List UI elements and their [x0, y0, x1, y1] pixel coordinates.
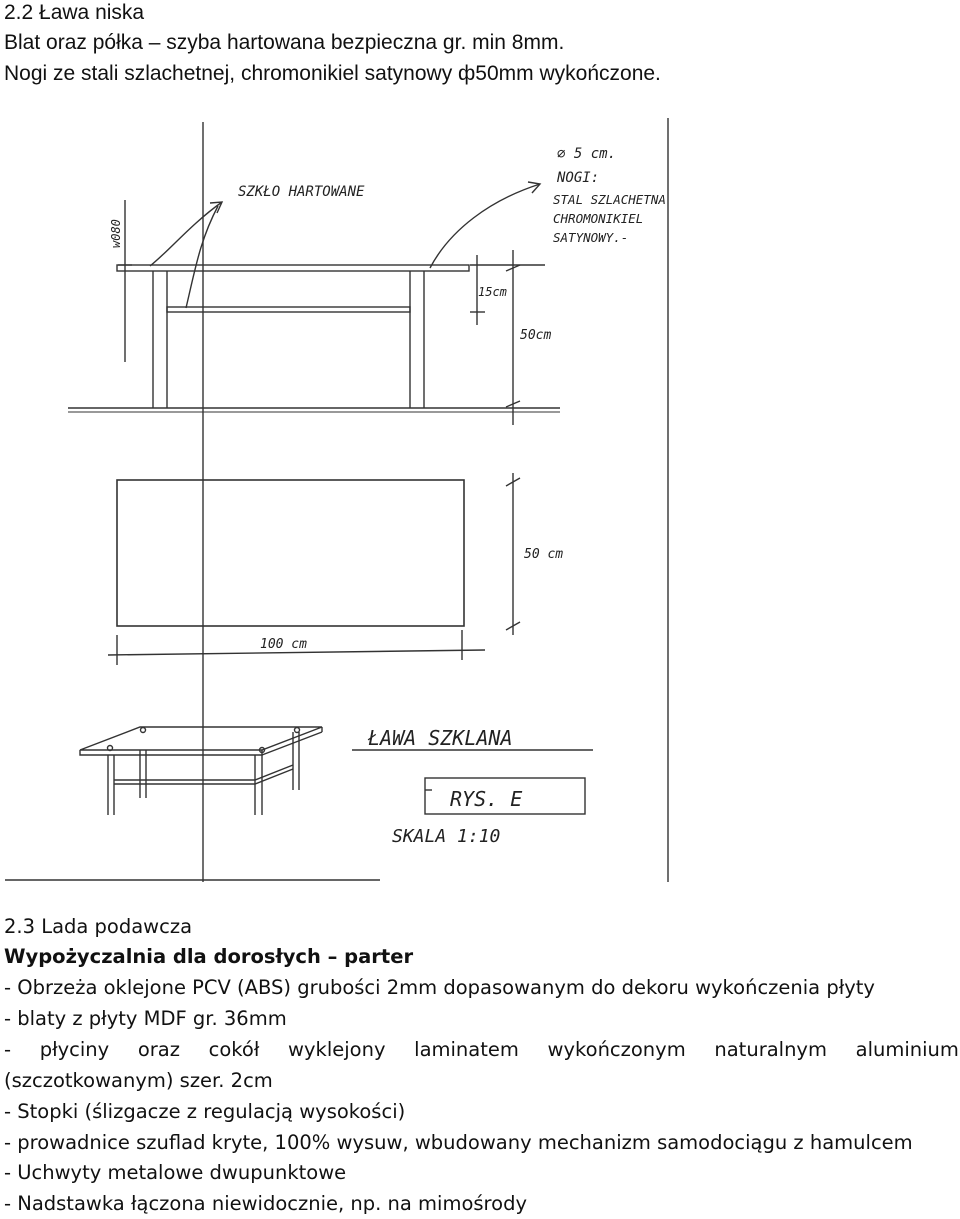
dim-length: 100 cm — [260, 637, 307, 652]
word: laminatem — [414, 1038, 519, 1061]
list-item: - Nadstawka łączona niewidocznie, np. na mimośrody — [4, 1192, 527, 1215]
word: płyciny — [39, 1038, 110, 1061]
word: aluminium — [855, 1038, 959, 1061]
list-item: - prowadnice szuflad kryte, 100% wysuw, wbudowany mechanizm samodociągu z hamulcem — [4, 1131, 913, 1154]
dim-depth: 50 cm — [524, 547, 564, 562]
word: oraz — [137, 1038, 180, 1061]
arrow-glass-left — [150, 202, 222, 266]
drawing-title: ŁAWA SZKLANA — [368, 726, 513, 750]
word: wyklejony — [288, 1038, 386, 1061]
figure-number: RYS. E — [450, 787, 523, 811]
technical-drawing — [0, 100, 960, 900]
label-legs-line3: SATYNOWY.- — [553, 230, 629, 245]
word: - — [4, 1038, 12, 1061]
section-heading-2-3: 2.3 Lada podawcza — [4, 915, 193, 938]
section-heading-2-2: 2.2 Ława niska — [4, 1, 145, 24]
label-legs-line2: CHROMONIKIEL — [553, 211, 644, 226]
top-view-rect — [117, 480, 464, 626]
list-item-continuation: (szczotkowanym) szer. 2cm — [4, 1069, 273, 1092]
word: cokół — [208, 1038, 260, 1061]
dim-thickness: w080 — [109, 219, 123, 248]
label-glass: SZKŁO HARTOWANE — [238, 184, 365, 200]
list-item: - Uchwyty metalowe dwupunktowe — [4, 1161, 347, 1184]
dim-height: 50cm — [520, 328, 552, 343]
arrow-legs — [430, 184, 540, 268]
description-line-2: Nogi ze stali szlachetnej, chromonikiel satynowy ф50mm wykończone. — [4, 62, 661, 85]
word: wykończonym — [547, 1038, 686, 1061]
dim-shelf: 15cm — [478, 285, 507, 299]
drawing-scale: SKALA 1:10 — [392, 826, 501, 847]
list-item: - Stopki (ślizgacze z regulacją wysokości) — [4, 1100, 406, 1123]
description-line-1: Blat oraz półka – szyba hartowana bezpieczna gr. min 8mm. — [4, 31, 565, 54]
list-item: - Obrzeża oklejone PCV (ABS) grubości 2mm dopasowanym do dekoru wykończenia płyty — [4, 976, 875, 999]
list-item-justified — [4, 1037, 959, 1063]
word: naturalnym — [714, 1038, 827, 1061]
label-legs-line1: STAL SZLACHETNA — [553, 192, 666, 207]
label-legs-title: NOGI: — [557, 170, 600, 186]
glass-top — [117, 265, 469, 271]
section-subheading: Wypożyczalnia dla dorosłych – parter — [4, 945, 414, 968]
list-item: - blaty z płyty MDF gr. 36mm — [4, 1007, 287, 1030]
label-legs-diameter: ⌀ 5 cm. — [557, 146, 617, 162]
